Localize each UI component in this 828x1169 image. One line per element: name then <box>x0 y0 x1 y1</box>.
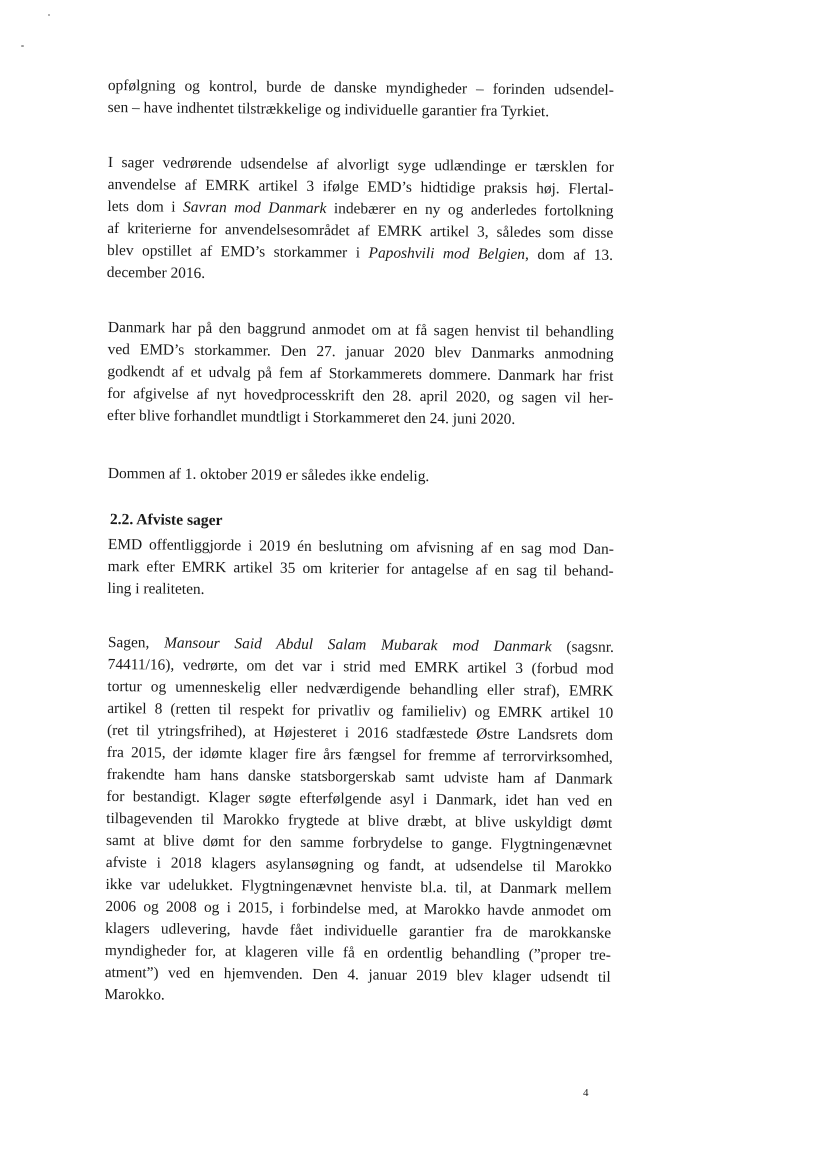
scan-speck <box>48 14 50 16</box>
text-line: blev opstillet af EMD’s storkammer i Paposhvili mod Belgien, dom af 13. <box>106 241 614 264</box>
paragraph <box>108 75 614 124</box>
text-line: af kriterierne for anvendelsesområdet af EMRK artikel 3, således som disse <box>107 219 614 242</box>
page-number: 4 <box>583 1087 589 1099</box>
case-name: Mansour Said Abdul Salam Mubarak mod Danmark <box>164 634 552 656</box>
text-line: opfølgning og kontrol, burde de danske myndigheder – forinden udsendel- <box>107 76 614 99</box>
section-heading: 2.2. Afviste sager <box>109 510 223 530</box>
text-line: tilbagevenden til Marokko frygtede at blive dræbt, at blive uskyldigt dømt <box>106 809 613 832</box>
text-line: fra 2015, der idømte klager fire års fængsel for fremme af terrorvirksomhed, <box>106 743 613 766</box>
text-line: for afgivelse af nyt hovedprocesskrift den 28. april 2020, og sagen vil her- <box>107 384 614 407</box>
case-name: Paposhvili mod Belgien <box>368 244 526 264</box>
text-line: efter blive forhandlet mundtligt i Storkammeret den 24. juni 2020. <box>106 406 516 428</box>
text-line: Dommen af 1. oktober 2019 er således ikke endelig. <box>107 464 430 486</box>
text-line: december 2016. <box>106 263 206 282</box>
text-line: 74411/16), vedrørte, om det var i strid med EMRK artikel 3 (forbud mod <box>107 655 614 678</box>
text-line: Danmark har på den baggrund anmodet om at få sagen henvist til behandling <box>107 318 614 341</box>
text-line: frakendte ham hans danske statsborgerskab samt udviste ham af Danmark <box>106 765 613 788</box>
paragraph <box>107 317 614 432</box>
text-line: lets dom i Savran mod Danmark indebærer en ny og anderledes fortolkning <box>107 197 614 220</box>
text-line: I sager vedrørende udsendelse af alvorligt syge udlændinge er tærsklen for <box>107 153 614 176</box>
case-name: Savran mod Danmark <box>183 198 327 218</box>
text-line: godkendt af et udvalg på fem af Storkammerets dommere. Danmark har frist <box>107 362 614 385</box>
text-line: for bestandigt. Klager søgte efterfølgende asyl i Danmark, idet han ved en <box>106 787 613 810</box>
text-line: (ret til ytringsfrihed), at Højesteret i 2016 stadfæstede Østre Landsrets dom <box>106 721 614 744</box>
text-line: ikke var udelukket. Flygtningenævnet henviste bl.a. til, at Danmark mellem <box>105 875 612 898</box>
text-line: EMD offentliggjorde i 2019 én beslutning om afvisning af en sag mod Dan- <box>107 535 614 558</box>
text-line: klagers udlevering, havde fået individuelle garantier fra de marokkanske <box>105 919 612 942</box>
text-line: mark efter EMRK artikel 35 om kriterier for antagelse af en sag til behand- <box>107 557 614 580</box>
text-line: samt at blive dømt for den samme forbrydelse to gange. Flygtningenævnet <box>105 831 613 854</box>
text-line: sen – have indhentet tilstrækkelige og individuelle garantier fra Tyrkiet. <box>107 98 550 121</box>
paragraph <box>107 152 614 289</box>
text-line: afviste i 2018 klagers asylansøgning og fandt, at udsendelse til Marokko <box>105 853 612 876</box>
text-line: artikel 8 (retten til respekt for privatliv og familieliv) og EMRK artikel 10 <box>107 699 614 722</box>
text-line: myndigheder for, at klageren ville få en ordentlig behandling (”proper tre- <box>104 941 612 964</box>
text-line: atment”) ved en hjemvenden. Den 4. januar 2019 blev klager udsendt til <box>104 963 611 986</box>
text-line: Sagen, Mansour Said Abdul Salam Mubarak mod Danmark (sagsnr. <box>107 633 614 656</box>
text-line: Marokko. <box>104 985 165 1004</box>
text-line: tortur og umenneskelig eller nedværdigende behandling eller straf), EMRK <box>107 677 614 700</box>
text-line: ling i realiteten. <box>107 579 205 598</box>
paragraph <box>104 632 614 1011</box>
scan-speck <box>21 45 24 47</box>
text-line: anvendelse af EMRK artikel 3 ifølge EMD’s hidtidige praksis høj. Flertal- <box>107 175 614 198</box>
text-line: ved EMD’s storkammer. Den 27. januar 2020 blev Danmarks anmodning <box>107 340 614 363</box>
paragraph <box>108 463 614 490</box>
text-line: 2006 og 2008 og i 2015, i forbindelse med, at Marokko havde anmodet om <box>105 897 612 920</box>
paragraph <box>107 534 614 605</box>
